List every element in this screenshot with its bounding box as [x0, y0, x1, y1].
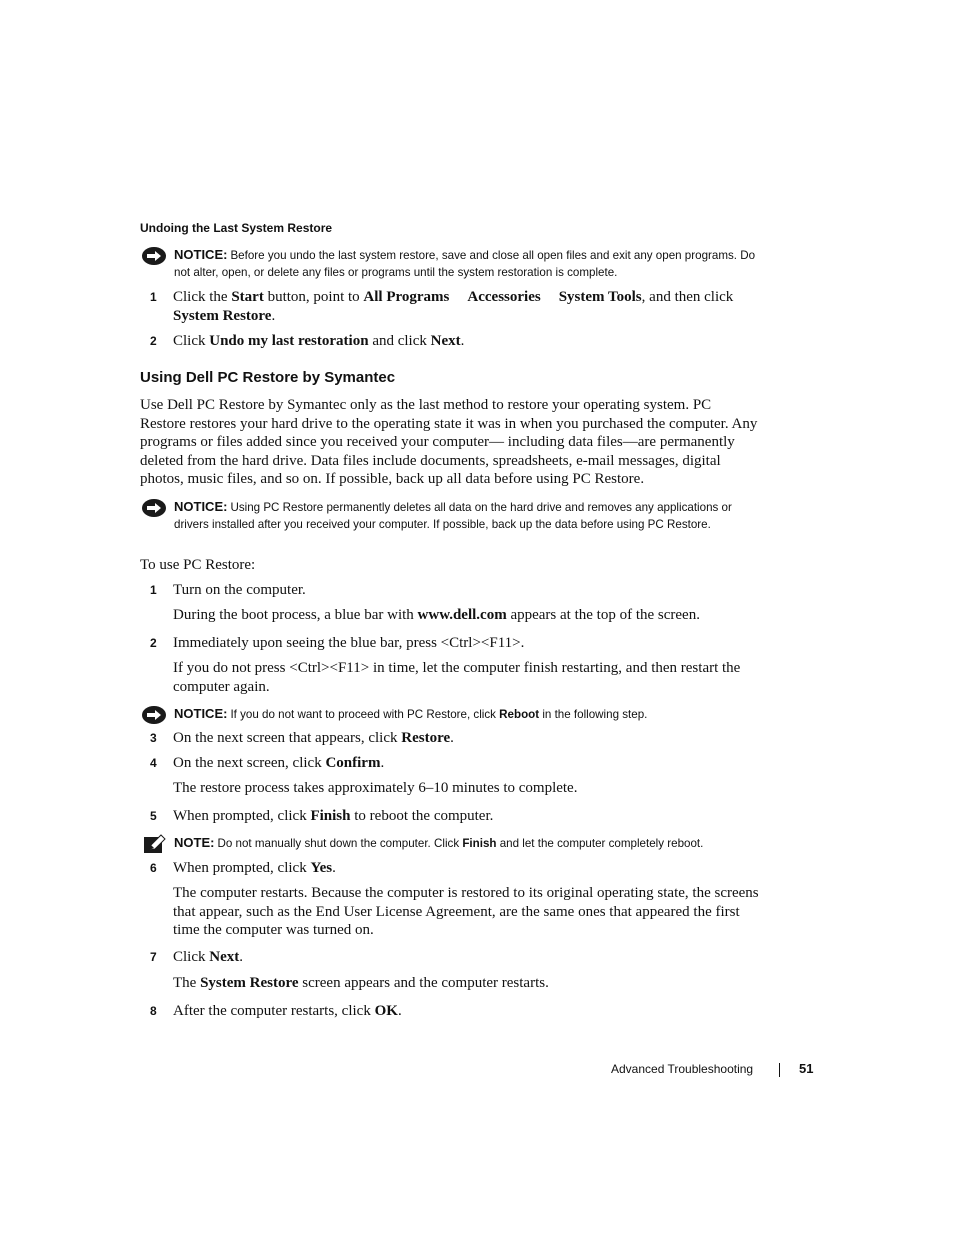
undo-step-1 — [140, 288, 760, 326]
notice-label: NOTICE: — [174, 499, 228, 514]
ui-term: Finish — [462, 837, 497, 850]
restore-step-6 — [140, 859, 760, 878]
step-text: When prompted, click Finish to reboot the computer. — [173, 808, 494, 824]
step-2-detail: If you do not press <Ctrl><F11> in time, let the computer finish restarting, and then restart the computer again. — [173, 660, 741, 695]
restore-step-7 — [140, 948, 760, 967]
ui-term: Yes — [310, 860, 333, 876]
footer-chapter: Advanced Troubleshooting — [611, 1062, 754, 1076]
ui-term: Reboot — [499, 708, 540, 721]
restore-step-8 — [140, 1002, 760, 1021]
notice-icon — [141, 705, 167, 725]
notice-pc-restore — [140, 498, 760, 533]
step-number: 4 — [150, 756, 157, 770]
step-text: Click the Start button, point to All Programs Accessories System Tools, and then click System Restore. — [173, 289, 734, 324]
ui-term: System Restore — [173, 308, 272, 324]
ui-term: Finish — [310, 808, 351, 824]
step-number: 2 — [150, 334, 157, 348]
step-text: Immediately upon seeing the blue bar, press <Ctrl><F11>. — [173, 635, 525, 651]
page-number: 51 — [799, 1061, 814, 1076]
step-text: Turn on the computer. — [173, 582, 306, 598]
step-number: 1 — [150, 583, 157, 597]
ui-term: OK — [374, 1003, 398, 1019]
ui-term: Next — [209, 949, 240, 965]
notice-reboot: NOTICE: If you do not want to proceed with PC Restore, click Reboot in the following step. — [140, 705, 760, 727]
notice-icon — [141, 246, 167, 266]
restore-step-2 — [140, 634, 760, 653]
step-number: 3 — [150, 731, 157, 745]
restore-step-1 — [140, 581, 760, 600]
section-subheading: Undoing the Last System Restore — [140, 221, 333, 235]
notice-label: NOTICE: — [174, 706, 228, 721]
step-text: On the next screen, click Confirm. — [173, 755, 385, 771]
section-heading: Using Dell PC Restore by Symantec — [140, 369, 396, 386]
ui-term: Undo my last restoration — [209, 333, 369, 349]
ui-term: Restore — [401, 730, 451, 746]
step-number: 2 — [150, 636, 157, 650]
restore-step-4 — [140, 754, 760, 773]
note-pencil-icon — [141, 834, 167, 854]
step-6-detail: The computer restarts. Because the computer is restored to its original operating state, the screens that appear, such as the End User License Agreement, are the same ones that appeared the first time the computer was turned on. — [173, 885, 759, 938]
restore-step-5 — [140, 807, 760, 826]
step-text: When prompted, click Yes. — [173, 860, 336, 876]
footer-divider — [779, 1063, 780, 1077]
notice-undo — [140, 246, 760, 281]
step-4-detail: The restore process takes approximately 6–10 minutes to complete. — [173, 780, 578, 796]
ui-term: Start — [231, 289, 264, 305]
restore-step-3 — [140, 729, 760, 748]
step-1-detail: During the boot process, a blue bar with www.dell.com appears at the top of the screen. — [173, 607, 700, 623]
step-7-detail: The System Restore screen appears and the computer restarts. — [173, 975, 549, 991]
step-number: 8 — [150, 1004, 157, 1018]
step-text: Click Next. — [173, 949, 243, 965]
ui-term: System Tools — [558, 289, 642, 305]
notice-label: NOTICE: — [174, 247, 228, 262]
ui-term: Confirm — [325, 755, 381, 771]
notice-icon — [141, 498, 167, 518]
step-number: 1 — [150, 290, 157, 304]
step-number: 5 — [150, 809, 157, 823]
ui-term: All Programs — [363, 289, 450, 305]
step-text: On the next screen that appears, click Restore. — [173, 730, 454, 746]
step-text: After the computer restarts, click OK. — [173, 1003, 402, 1019]
to-use-text: To use PC Restore: — [140, 557, 256, 573]
step-text: Click Undo my last restoration and click Next. — [173, 333, 465, 349]
url-text: www.dell.com — [417, 607, 507, 623]
notice-text: Using PC Restore permanently deletes all data on the hard drive and removes any applications or drivers installed after you received your computer. If possible, back up the data before using PC Restore. — [174, 501, 732, 531]
step-number: 6 — [150, 861, 157, 875]
note-shutdown: NOTE: Do not manually shut down the computer. Click Finish and let the computer completely reboot. — [140, 834, 760, 856]
intro-paragraph: Use Dell PC Restore by Symantec only as the last method to restore your operating system. PC Restore restores your hard drive to the operating state it was in when you purchased the computer. Any programs or files added since you received your computer— including data files—are permanently deleted from the hard drive. Data files include documents, spreadsheets, e-mail messages, digital photos, music files, and so on. If possible, back up all data before using PC Restore. — [140, 397, 758, 487]
ui-term: System Restore — [200, 975, 299, 991]
ui-term: Next — [430, 333, 461, 349]
undo-step-2 — [140, 332, 760, 351]
notice-text: Before you undo the last system restore, save and close all open files and exit any open programs. Do not alter, open, or delete any files or programs until the system restoration is complete. — [174, 249, 756, 279]
step-number: 7 — [150, 950, 157, 964]
ui-term: Accessories — [467, 289, 541, 305]
note-label: NOTE: — [174, 835, 215, 850]
